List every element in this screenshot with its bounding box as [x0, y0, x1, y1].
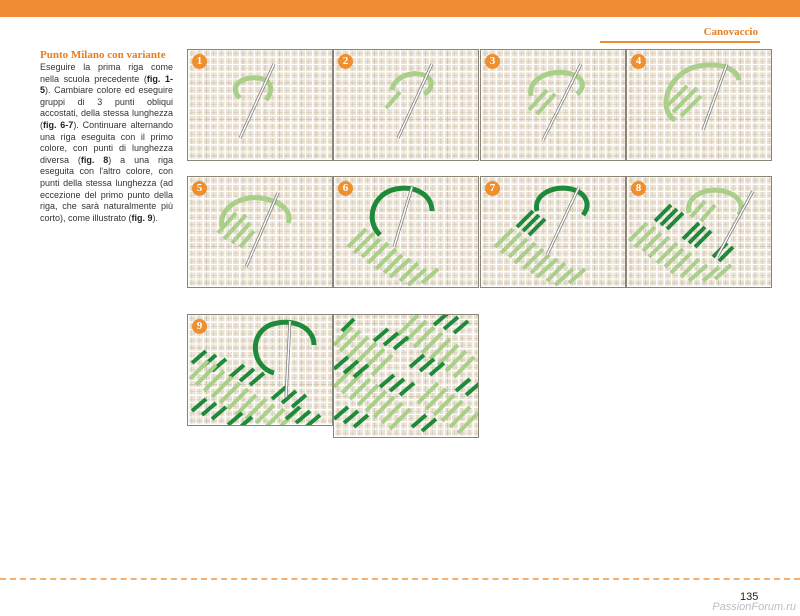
- figure-7: [480, 176, 626, 288]
- header-rule: [600, 41, 760, 43]
- figure-4: [626, 49, 772, 161]
- article-heading: Punto Milano con variante: [40, 49, 166, 61]
- figure-9: [187, 314, 333, 426]
- section-title: Canovaccio: [703, 26, 758, 38]
- figure-number-badge: 6: [338, 181, 353, 196]
- stitch-illustration: [188, 315, 333, 426]
- page-number: 135: [740, 591, 759, 603]
- stitch-illustration: [627, 50, 772, 161]
- stitch-illustration: [627, 177, 772, 288]
- figure-number-badge: 8: [631, 181, 646, 196]
- figure-5: [187, 176, 333, 288]
- figure-2: [333, 49, 479, 161]
- figure-number-badge: 3: [485, 54, 500, 69]
- figure-finished: [333, 314, 479, 438]
- footer-dashed-rule: [0, 578, 800, 580]
- stitch-illustration: [188, 177, 333, 288]
- stitch-illustration: [188, 50, 333, 161]
- stitch-illustration: [481, 50, 626, 161]
- figure-number-badge: 9: [192, 319, 207, 334]
- figure-number-badge: 4: [631, 54, 646, 69]
- stitch-illustration: [334, 177, 479, 288]
- figure-3: [480, 49, 626, 161]
- figure-8: [626, 176, 772, 288]
- figure-number-badge: 2: [338, 54, 353, 69]
- figure-number-badge: 5: [192, 181, 207, 196]
- figure-6: [333, 176, 479, 288]
- article-body: Eseguire la prima riga come nella scuola precedente (fig. 1-5). Cambiare colore ed eseguire gruppi di 3 punti obliqui accostati, della stessa lunghezza (fig. 6-7). Continuare alternando una riga eseguita con il primo colore, con punti di lunghezza diversa (fig. 8) a una riga eseguita con l'altro colore, con punti della stessa lunghezza (ad eccezione del primo punto della riga, che sarà naturalmente più corto), come illustrato (fig. 9).: [40, 62, 173, 223]
- top-accent-bar: [0, 0, 800, 17]
- stitch-illustration: [334, 50, 479, 161]
- figure-number-badge: 1: [192, 54, 207, 69]
- watermark: PassionForum.ru: [712, 601, 796, 613]
- article-text: [40, 49, 173, 224]
- figure-1: [187, 49, 333, 161]
- stitch-illustration: [481, 177, 626, 288]
- figure-number-badge: 7: [485, 181, 500, 196]
- stitch-illustration: [334, 315, 479, 438]
